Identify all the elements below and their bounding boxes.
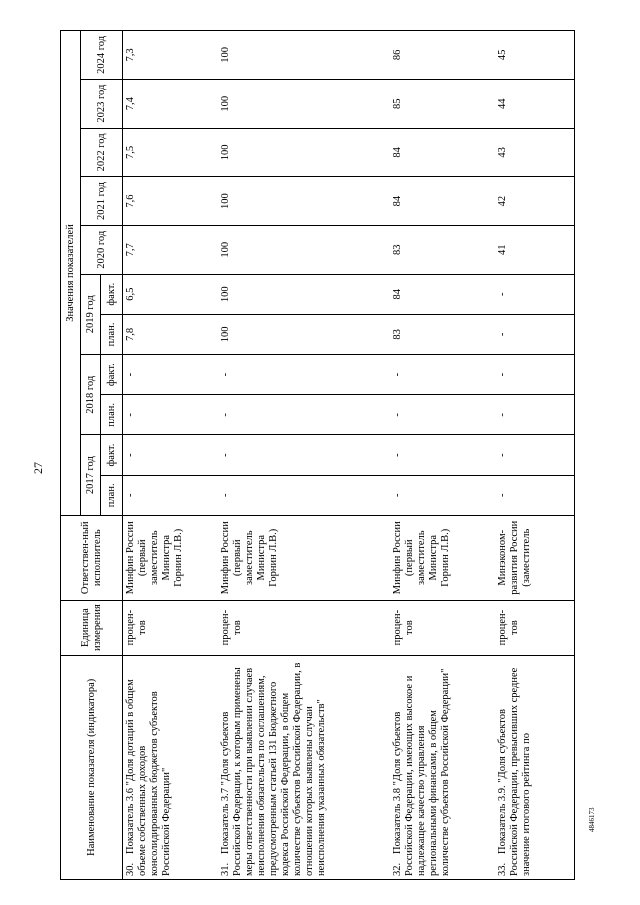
value-cell: 100 bbox=[218, 225, 390, 274]
header-year-2022: 2022 год bbox=[81, 128, 123, 177]
header-year-2020: 2020 год bbox=[81, 225, 123, 274]
indicator-name: Показатель 3.6 "Доля дотаций в общем объеме собственных доходов консолидированных бюджетов субъектов Российской Федерации" bbox=[125, 679, 172, 876]
value-cell: 100 bbox=[218, 79, 390, 128]
value-cell: - bbox=[495, 314, 575, 354]
value-cell: 7,5 bbox=[123, 128, 218, 177]
page-number: 27 bbox=[31, 462, 45, 474]
row-number: 30. bbox=[125, 862, 136, 876]
table-row bbox=[390, 31, 495, 880]
indicator-name: Показатель 3.8 "Доля субъектов Российской Федерации, имеющих высокое и надлежащее качество управления региональными финансами, в общем количестве субъектов Российской Федерации" bbox=[391, 668, 451, 876]
value-cell: - bbox=[218, 395, 390, 435]
value-cell: 7,7 bbox=[123, 225, 218, 274]
unit-cell: процен-тов bbox=[123, 600, 218, 655]
header-year-2017: 2017 год bbox=[81, 435, 101, 515]
value-cell: 44 bbox=[495, 79, 575, 128]
header-unit: Единица измерения bbox=[61, 600, 123, 655]
value-cell: - bbox=[123, 395, 218, 435]
header-fact: факт. bbox=[101, 435, 123, 475]
header-responsible: Ответствен-ный исполнитель bbox=[61, 515, 123, 600]
header-year-2018: 2018 год bbox=[81, 355, 101, 435]
table-row bbox=[495, 31, 575, 880]
unit-cell: процен-тов bbox=[390, 600, 495, 655]
header-fact: факт. bbox=[101, 355, 123, 395]
value-cell: - bbox=[218, 435, 390, 475]
indicator-name: Показатель 3.7 "Доля субъектов Российской Федерации, к которым применены меры ответственности при выявлении случаев неисполнения обязательств по соглашениям, предусмотренным статьей 131 Бюджетного кодекса Российской Федерации, в общем количестве субъектов Российской Федерации, в отношении которых выявлены случаи неисполнения указанных обязательств" bbox=[219, 662, 327, 876]
row-number: 31. bbox=[219, 862, 231, 876]
value-cell: 7,4 bbox=[123, 79, 218, 128]
header-year-2019: 2019 год bbox=[81, 274, 101, 354]
value-cell: - bbox=[390, 475, 495, 515]
responsible-cell: Минфин России (первый заместитель Министра Горнин Л.В.) bbox=[123, 515, 218, 600]
value-cell: 100 bbox=[218, 177, 390, 226]
indicator-name-cell bbox=[123, 655, 218, 879]
value-cell: 85 bbox=[390, 79, 495, 128]
value-cell: 7,8 bbox=[123, 314, 218, 354]
responsible-cell: Минфин России (первый заместитель Министра Горнин Л.В.) bbox=[390, 515, 495, 600]
value-cell: 84 bbox=[390, 274, 495, 314]
value-cell: - bbox=[390, 355, 495, 395]
indicator-name: Показатель 3.9. "Доля субъектов Российской Федерации, превысивших среднее значение итогового рейтинга по bbox=[496, 667, 532, 876]
indicator-name-cell bbox=[390, 655, 495, 879]
value-cell: 100 bbox=[218, 314, 390, 354]
responsible-cell: Минэконом-развития России (заместитель bbox=[495, 515, 575, 600]
table-row bbox=[123, 31, 218, 880]
value-cell: - bbox=[218, 475, 390, 515]
header-name: Наименование показателя (индикатора) bbox=[61, 655, 123, 879]
value-cell: - bbox=[390, 435, 495, 475]
header-year-2021: 2021 год bbox=[81, 177, 123, 226]
value-cell: - bbox=[495, 355, 575, 395]
value-cell: 7,6 bbox=[123, 177, 218, 226]
value-cell: - bbox=[218, 355, 390, 395]
indicator-name-cell bbox=[218, 655, 390, 879]
value-cell: 6,5 bbox=[123, 274, 218, 314]
header-plan: план. bbox=[101, 395, 123, 435]
responsible-cell: Минфин России (первый заместитель Министра Горнин Л.В.) bbox=[218, 515, 390, 600]
value-cell: 84 bbox=[390, 177, 495, 226]
value-cell: 41 bbox=[495, 225, 575, 274]
value-cell: 45 bbox=[495, 31, 575, 80]
value-cell: - bbox=[495, 475, 575, 515]
value-cell: 7,3 bbox=[123, 31, 218, 80]
document-stamp: 4846173 bbox=[588, 807, 596, 832]
value-cell: 100 bbox=[218, 31, 390, 80]
value-cell: 83 bbox=[390, 225, 495, 274]
value-cell: 83 bbox=[390, 314, 495, 354]
value-cell: 100 bbox=[218, 128, 390, 177]
unit-cell: процен-тов bbox=[495, 600, 575, 655]
value-cell: 42 bbox=[495, 177, 575, 226]
value-cell: 43 bbox=[495, 128, 575, 177]
unit-cell: процен-тов bbox=[218, 600, 390, 655]
indicators-table bbox=[60, 30, 575, 880]
value-cell: - bbox=[495, 274, 575, 314]
row-number: 33. bbox=[496, 862, 508, 876]
header-fact: факт. bbox=[101, 274, 123, 314]
value-cell: - bbox=[123, 355, 218, 395]
header-plan: план. bbox=[101, 314, 123, 354]
value-cell: 84 bbox=[390, 128, 495, 177]
header-plan: план. bbox=[101, 475, 123, 515]
indicator-name-cell bbox=[495, 655, 575, 879]
header-year-2024: 2024 год bbox=[81, 31, 123, 80]
value-cell: - bbox=[123, 435, 218, 475]
value-cell: - bbox=[123, 475, 218, 515]
value-cell: - bbox=[495, 395, 575, 435]
value-cell: 100 bbox=[218, 274, 390, 314]
value-cell: 86 bbox=[390, 31, 495, 80]
value-cell: - bbox=[390, 395, 495, 435]
indicators-table-container bbox=[60, 30, 610, 880]
header-year-2023: 2023 год bbox=[81, 79, 123, 128]
table-row bbox=[218, 31, 390, 880]
row-number: 32. bbox=[391, 862, 403, 876]
header-values-group: Значения показателей bbox=[61, 31, 81, 516]
value-cell: - bbox=[495, 435, 575, 475]
